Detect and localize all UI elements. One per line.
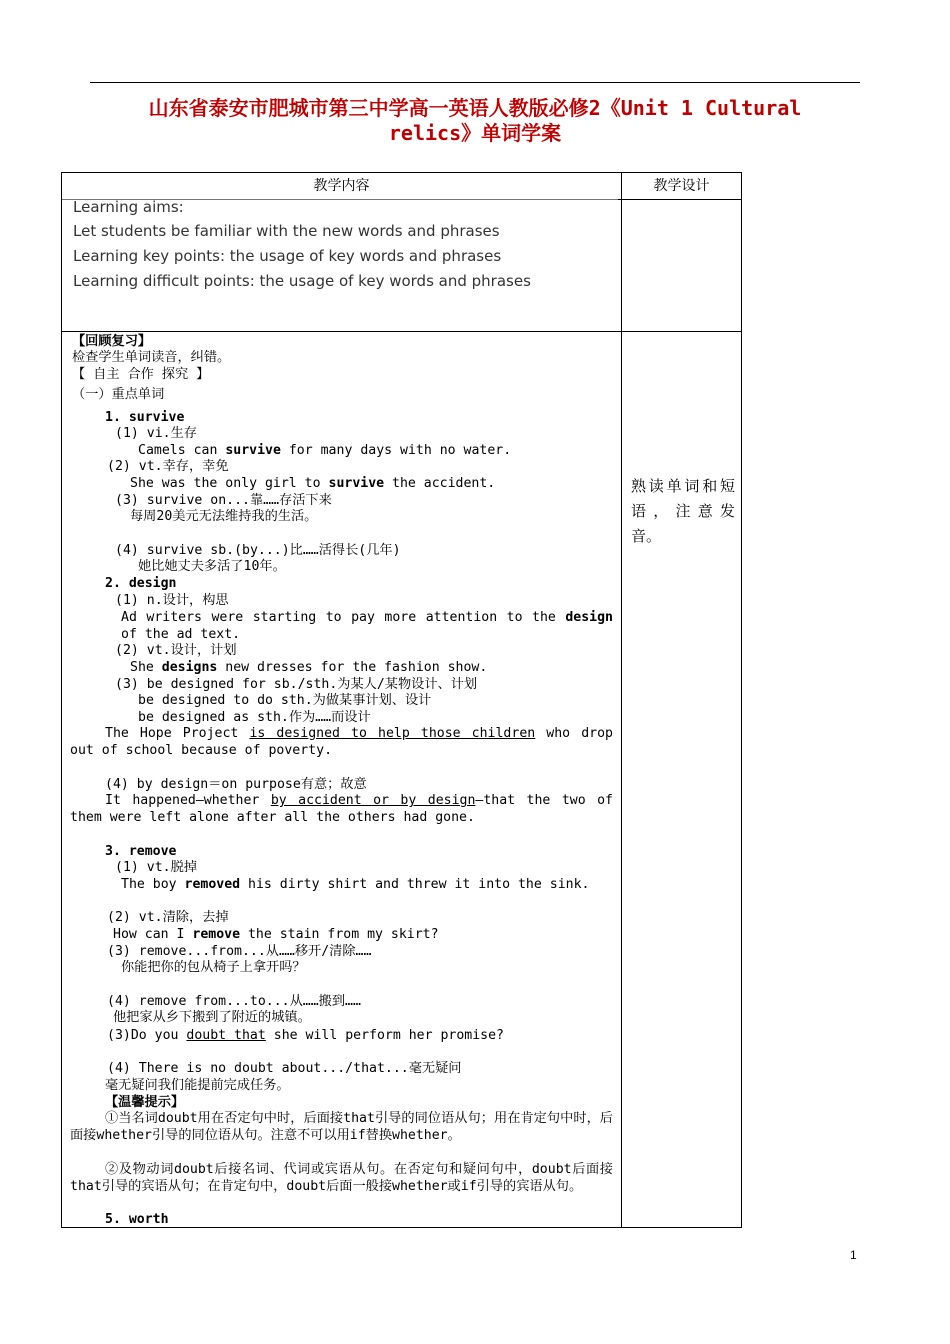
content-cell [62,332,622,1228]
word-worth-title: 5. worth [105,1212,169,1227]
header-design: 教学设计 [622,173,742,200]
design-sense-4: (4) by design＝on purpose有意；故意 [105,777,367,792]
doubt-sense-4: (4) There is no doubt about.../that...毫无疑问 [107,1061,462,1076]
survive-example-3: 每周20美元无法维持我的生活。 [130,509,318,524]
tip-paragraph-1: ①当名词doubt用在否定句中时，后面接that引导的同位语从句；用在肯定句中时，后面接whether引导的同位语从句。注意不可以用if替换whether。 [70,1111,613,1143]
remove-sense-1: (1) vt.脱掉 [115,860,197,875]
tip-heading: 【温馨提示】 [105,1095,185,1110]
aims-line-2: Learning key points: the usage of key words and phrases [73,247,502,265]
aims-title: Learning aims: [73,198,184,216]
header-content: 教学内容 [62,173,622,200]
design-sense-1: (1) n.设计，构思 [115,593,229,608]
aims-cell [62,200,622,332]
remove-sense-3: (3) remove...from...从……移开/清除…… [107,944,372,959]
design-sense-2: (2) vt.设计，计划 [115,643,237,658]
design-example-2: She designs new dresses for the fashion show. [130,660,488,675]
remove-example-2: How can I remove the stain from my skirt? [113,927,439,942]
review-heading: 【回顾复习】 [72,334,152,349]
word-remove-title: 3. remove [105,844,177,859]
side-note: 熟读单词和短语，注意发音。 [631,477,735,545]
aims-line-3: Learning difficult points: the usage of key words and phrases [73,272,531,290]
survive-sense-2: (2) vt.幸存，幸免 [107,459,229,474]
survive-example-2: She was the only girl to survive the accident. [130,476,496,491]
aims-design-cell [622,200,742,332]
design-sense-3c: be designed as sth.作为……而设计 [138,710,371,725]
word-design-title: 2. design [105,576,177,591]
doubt-example-4: 毫无疑问我们能提前完成任务。 [105,1078,290,1093]
remove-sense-2: (2) vt.清除，去掉 [107,910,229,925]
aims-line-1: Let students be familiar with the new words and phrases [73,222,500,240]
remove-example-4: 他把家从乡下搬到了附近的城镇。 [113,1010,311,1025]
design-example-4: It happened—whether by accident or by design—that the two of them were left alone after all the others had gone. [70,793,613,825]
design-sense-3b: be designed to do sth.为做某事计划、设计 [138,693,432,708]
survive-example-4: 她比她丈夫多活了10年。 [138,559,286,574]
remove-example-3: 你能把你的包从椅子上拿开吗？ [121,960,306,975]
page-number: 1 [850,1248,857,1262]
survive-sense-1: (1) vi.生存 [115,426,197,441]
survive-sense-4: (4) survive sb.(by...)比……活得长(几年) [115,543,401,558]
design-example-1: Ad writers were starting to pay more attention to the design of the ad text. [121,610,613,642]
lesson-table [61,172,742,1228]
explore-heading: 【 自主 合作 探究 】 [72,367,210,382]
section-heading: （一）重点单词 [72,387,165,402]
title-line-1: 山东省泰安市肥城市第三中学高一英语人教版必修2《Unit 1 Cultural [148,96,802,120]
remove-sense-4: (4) remove from...to...从……搬到…… [107,994,361,1009]
design-cell [622,332,742,1228]
check-line: 检查学生单词读音，纠错。 [72,350,231,365]
design-example-3: The Hope Project is designed to help those children who drop out of school because of poverty. [70,726,613,758]
doubt-sense-3: (3)Do you doubt that she will perform her promise? [107,1028,504,1043]
title-line-2: relics》单词学案 [388,121,562,145]
remove-example-1: The boy removed his dirty shirt and threw it into the sink. [121,877,590,892]
tip-paragraph-2: ②及物动词doubt后接名词、代词或宾语从句。在否定句和疑问句中，doubt后面接that引导的宾语从句；在肯定句中，doubt后面一般接whether或if引导的宾语从句。 [70,1162,613,1194]
document-title [70,96,880,146]
design-sense-3: (3) be designed for sb./sth.为某人/某物设计、计划 [115,677,478,692]
survive-example-1: Camels can survive for many days with no water. [138,443,512,458]
header-rule [90,82,860,83]
word-survive-title: 1. survive [105,410,185,425]
survive-sense-3: (3) survive on...靠……存活下来 [115,493,332,508]
